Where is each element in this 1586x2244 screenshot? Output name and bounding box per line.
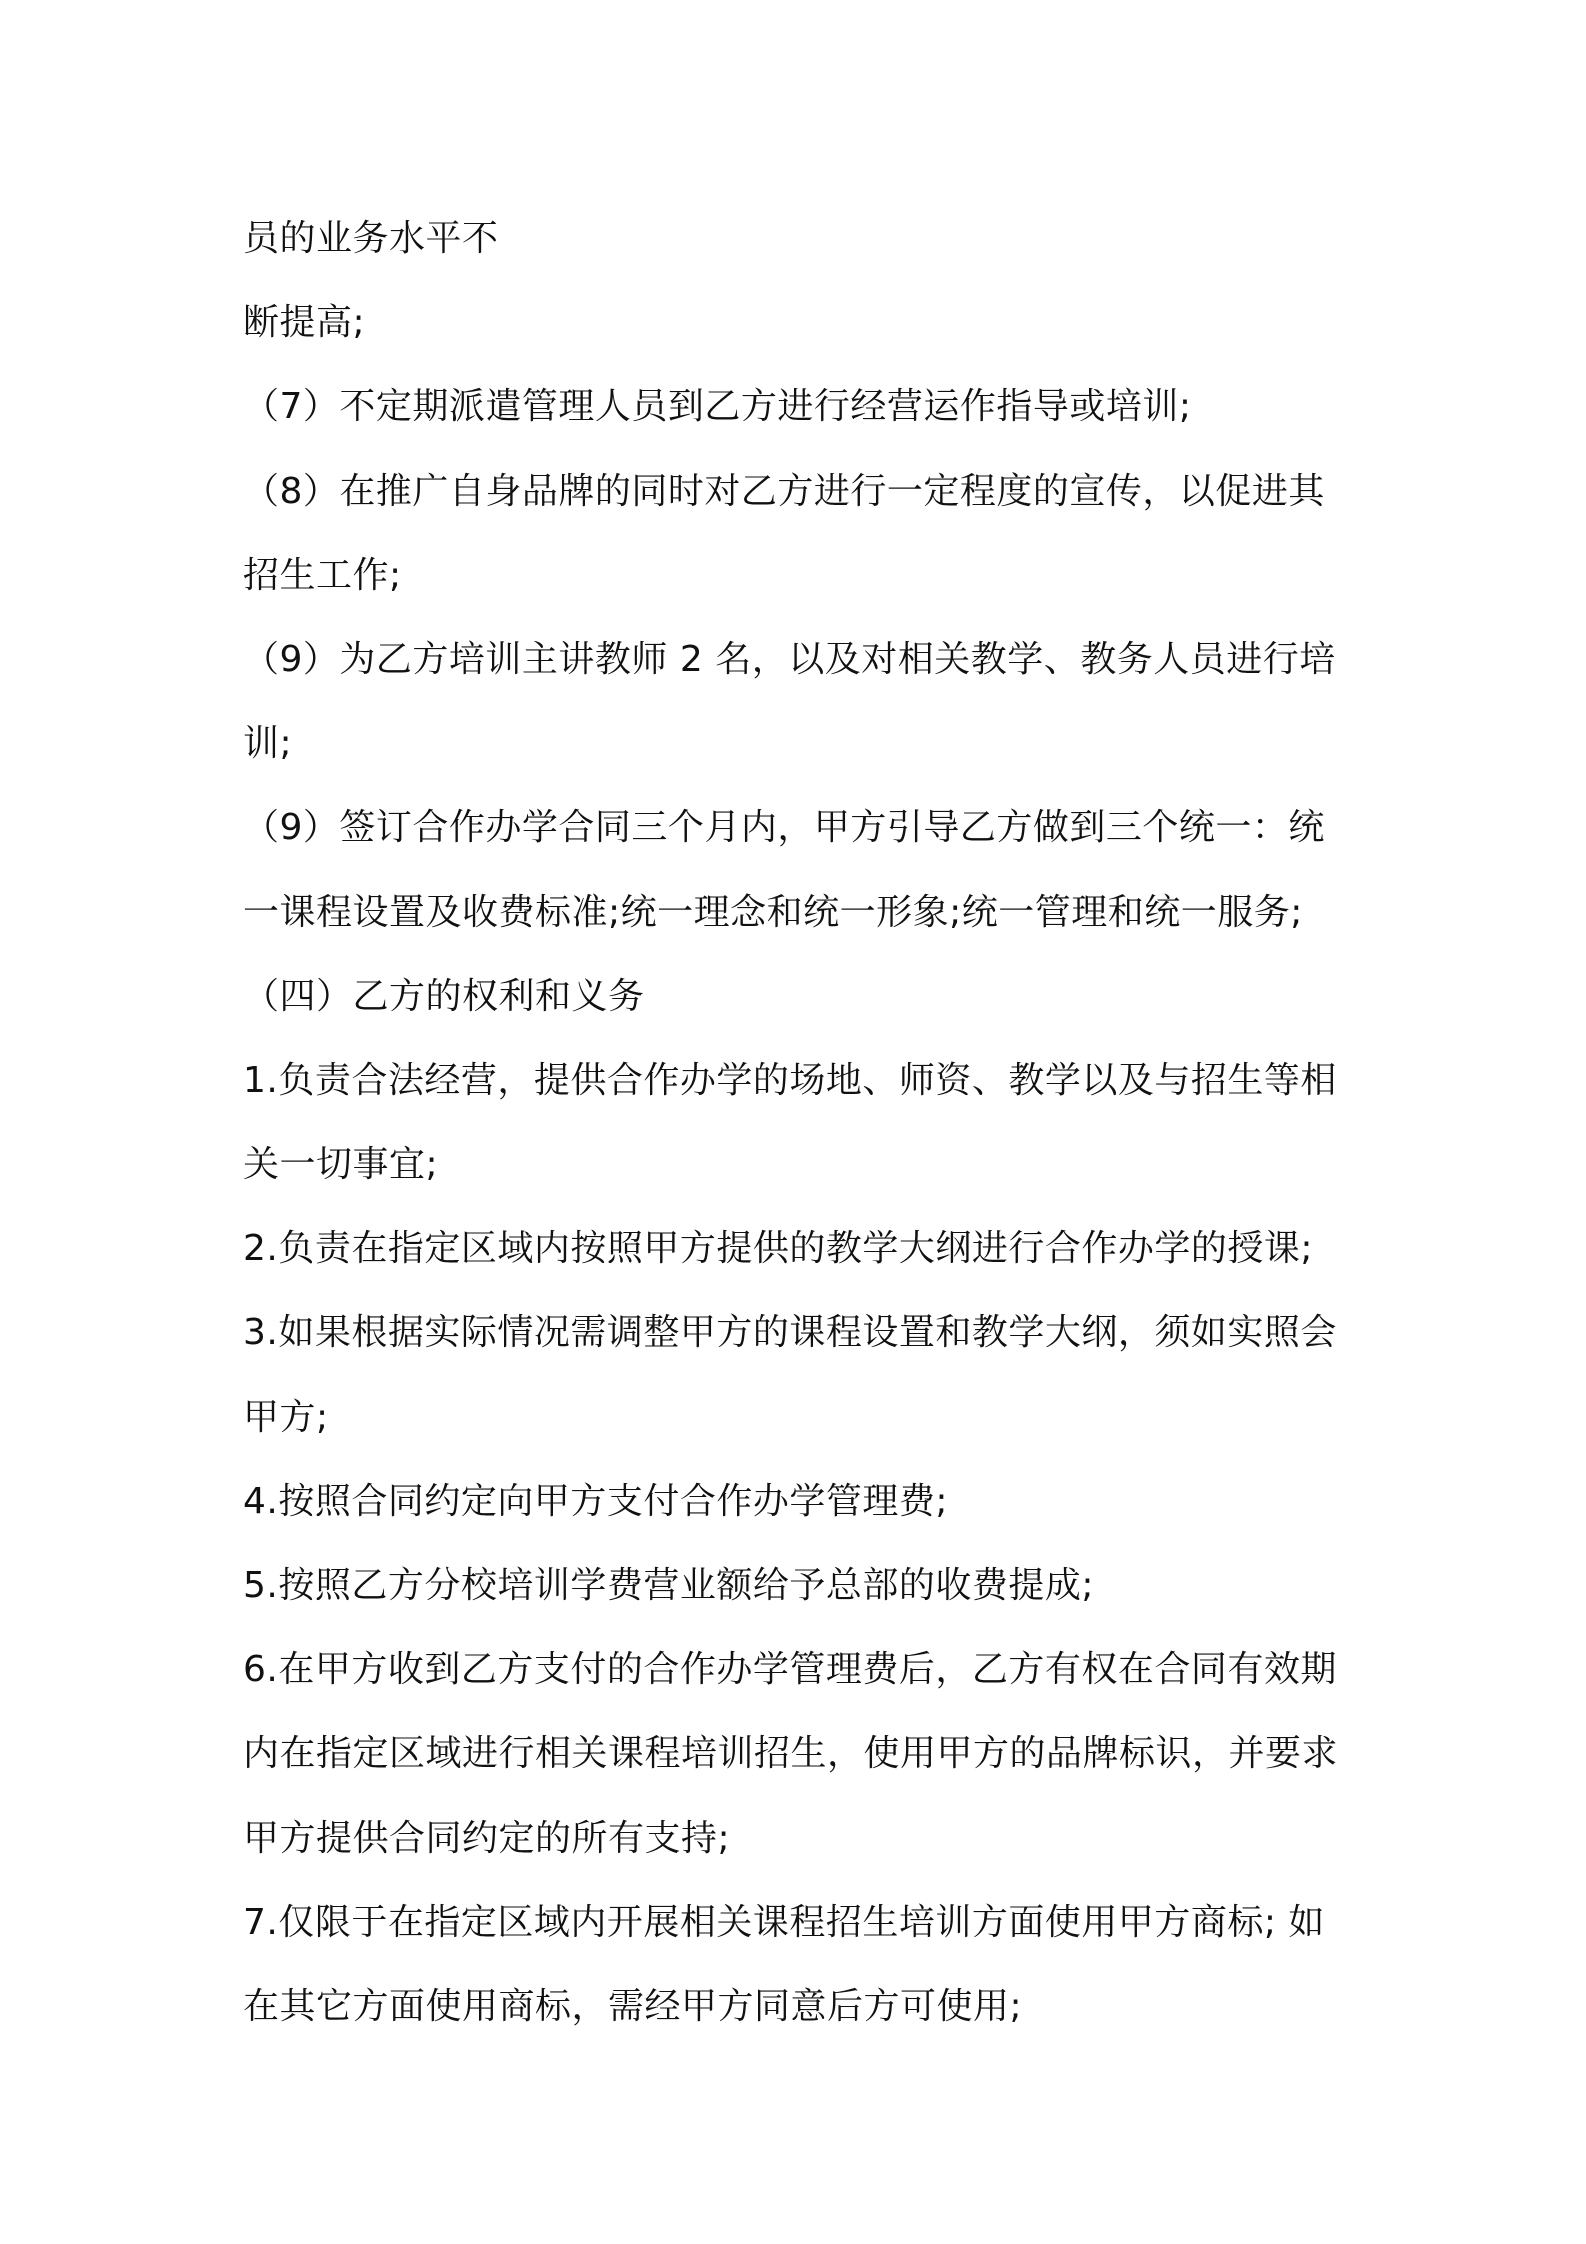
text-line: 4.按照合同约定向甲方支付合作办学管理费; [243,1480,948,1522]
text-line: 甲方; [243,1396,329,1438]
text-line: 2.负责在指定区域内按照甲方提供的教学大纲进行合作办学的授课; [243,1228,1313,1270]
text-line: 断提高; [243,302,366,344]
text-line: 7.仅限于在指定区域内开展相关课程招生培训方面使用甲方商标; 如 [243,1901,1325,1943]
text-line: 训; [243,723,293,765]
text-line: 3.如果根据实际情况需调整甲方的课程设置和教学大纲，须如实照会 [243,1312,1337,1354]
text-line: （9）为乙方培训主讲教师 2 名，以及对相关教学、教务人员进行培 [243,638,1336,680]
text-line: 1.负责合法经营，提供合作办学的场地、师资、教学以及与招生等相 [243,1059,1337,1101]
text-line: 在其它方面使用商标，需经甲方同意后方可使用; [243,1985,1023,2027]
section-heading: （四）乙方的权利和义务 [243,975,645,1017]
text-line: （9）签订合作办学合同三个月内，甲方引导乙方做到三个统一：统 [243,807,1325,849]
text-line: 6.在甲方收到乙方支付的合作办学管理费后，乙方有权在合同有效期 [243,1649,1337,1691]
text-line: 关一切事宜; [243,1144,439,1186]
document-body [243,197,1358,2049]
text-line: 招生工作; [243,554,402,596]
text-line: 内在指定区域进行相关课程培训招生，使用甲方的品牌标识，并要求 [243,1733,1339,1775]
text-line: （8）在推广自身品牌的同时对乙方进行一定程度的宣传，以促进其 [243,470,1325,512]
text-line: 一课程设置及收费标准;统一理念和统一形象;统一管理和统一服务; [243,891,1303,933]
text-line: 员的业务水平不 [243,218,499,259]
text-line: 5.按照乙方分校培训学费营业额给予总部的收费提成; [243,1565,1094,1606]
text-line: （7）不定期派遣管理人员到乙方进行经营运作指导或培训; [243,386,1192,428]
text-line: 甲方提供合同约定的所有支持; [243,1817,731,1859]
